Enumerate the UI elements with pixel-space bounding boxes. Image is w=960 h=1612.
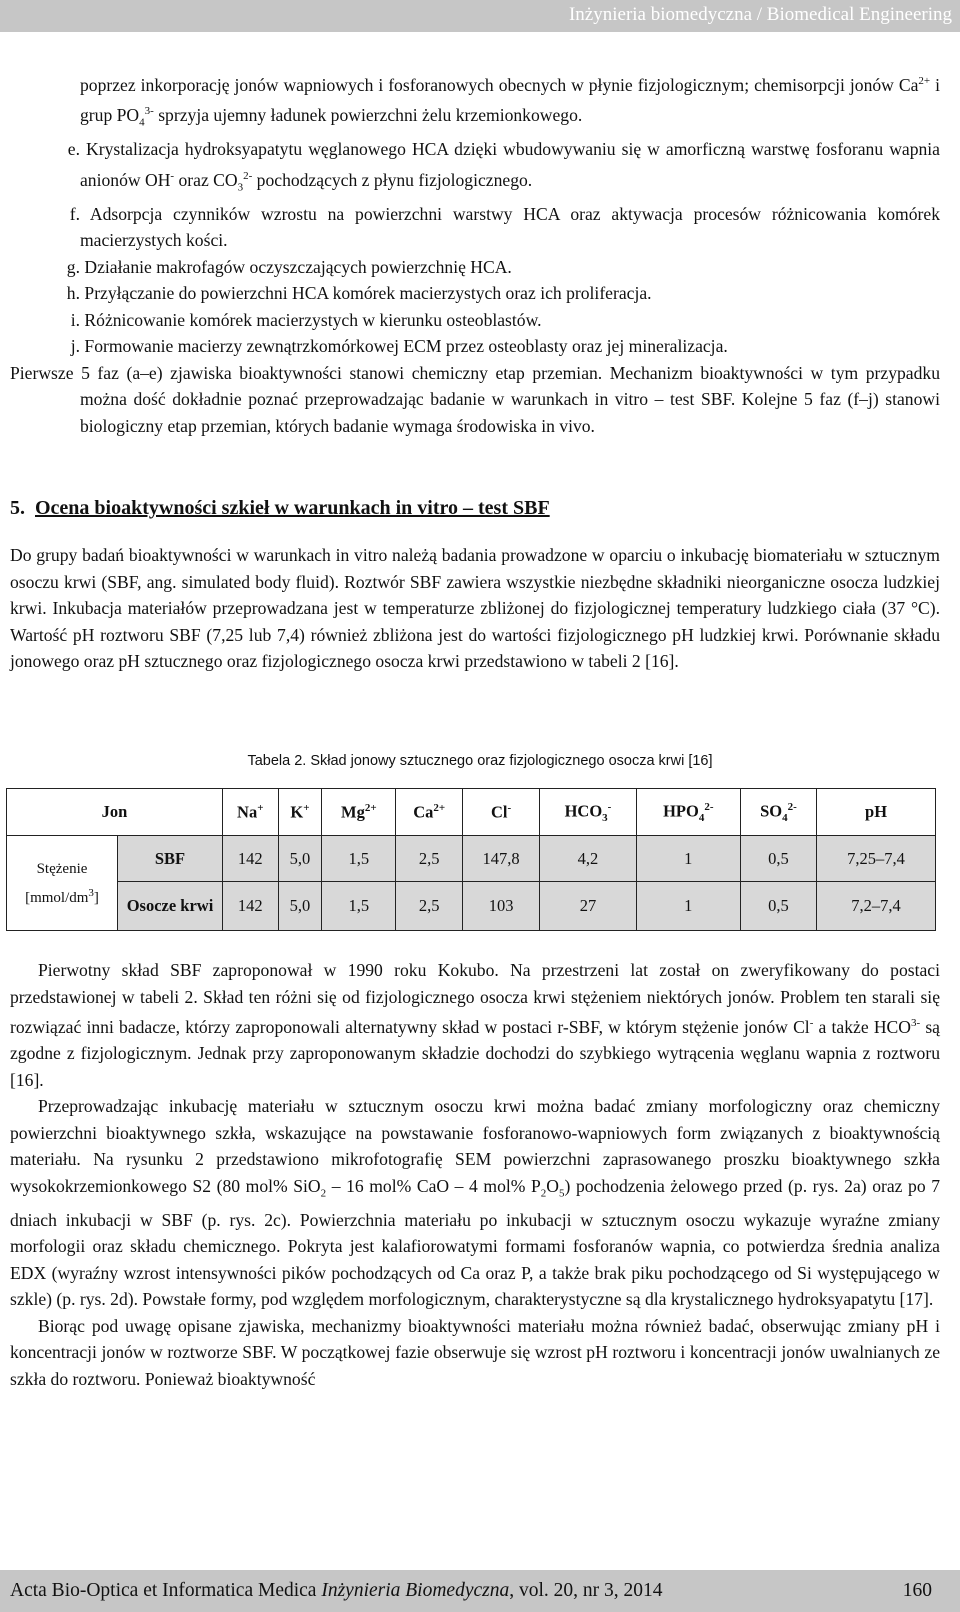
table-cell: 1 (636, 882, 740, 931)
ion-header: $HCO_3^-$ (540, 789, 637, 836)
header-title: Inżynieria biomedyczna / Biomedical Engineering (568, 4, 952, 25)
list-item-e: e. Krystalizacja hydroksyapatytu węglanowego HCA dzięki wbudowywaniu się w amorficzną warstwę fosforanu wapnia anionów OH- oraz $CO_3^{2-}$ pochodzących z płynu fizjologicznego. (67, 139, 940, 194)
table-cell: 142 (223, 836, 279, 882)
phases-summary: Pierwsze 5 faz (a–e) zjawiska bioaktywności stanowi chemiczny etap przemian. Mechanizm bioaktywności w tym przypadku można dość dokładnie poznać przeprowadzając badanie w warunkach in vitro – test SBF. Kolejne 5 faz (f–j) stanowi biologiczny etap przemian, których badanie wymaga środowiska in vivo. (10, 362, 940, 436)
list-continuation: poprzez inkorporację jonów wapniowych i fosforanowych obecnych w płynie fizjologicznym; chemisorpcji jonów $Ca^{2+}$ i grup $PO_4^{3-}$ sprzyja ujemny ładunek powierzchni żelu krzemionkowego. (80, 74, 940, 129)
table-row-plasma (7, 882, 936, 931)
section-heading: 5. Ocena bioaktywności szkieł w warunkach in vitro – test SBF (10, 497, 550, 519)
paragraph-ph: Biorąc pod uwagę opisane zjawiska, mechanizmy bioaktywności materiału można również badać, obserwując zmiany pH i koncentracji jonów w roztworze SBF. W początkowej fazie obserwuje się wzrost pH roztworu i koncentracji jonów uwalnianych ze szkła do roztworu. Ponieważ bioaktywność (10, 1315, 940, 1389)
phase-list (10, 68, 940, 439)
sbf-label: SBF (118, 836, 223, 882)
table-cell: 103 (463, 882, 540, 931)
list-item: f. Adsorpcja czynników wzrostu na powierzchni warstwy HCA oraz aktywacja procesów różnicowania komórek macierzystych kości. (69, 203, 940, 251)
journal-citation: Acta Bio-Optica et Informatica Medica Inżynieria Biomedyczna, vol. 20, nr 3, 2014 (10, 1580, 663, 1601)
table-cell: 0,5 (740, 882, 816, 931)
paragraph-incubation: Przeprowadzając inkubację materiału w sztucznym osoczu krwi można badać zmiany morfologiczny oraz chemiczny powierzchni bioaktywnego szkła, wskazujące na powstawanie fosforanowo-wapniowych form związanych z bioaktywnością materiału. Na rysunku 2 przedstawiono mikrofotografię SEM powierzchni zaprasowanego proszku bioaktywnego szkła wysokokrzemionkowego S2 (80 mol% SiO$_2$ – 16 mol% CaO – 4 mol% $P_2O_5$) pochodzenia żelowego przed (p. rys. 2a) oraz po 7 dniach inkubacji w SBF (p. rys. 2c). Powierzchnia materiału po inkubacji w sztucznym osoczu wykazuje wyraźne zmiany morfologii oraz składu chemicznego. Pokryta jest kalafiorowatymi formami fosforanów wapnia, co potwierdza średnia analiza EDX (wyraźny wzrost intensywności pików pochodzących od Ca oraz P, a także brak piku pochodzącego od Si występującego w szkle) (p. rys. 2d). Powstałe formy, pod względem morfologicznym, charakterystyczne są dla krystalicznego hydroksyapatytu [17]. (10, 1096, 941, 1310)
plasma-label: Osocze krwi (118, 882, 223, 931)
table-cell: 147,8 (463, 836, 540, 882)
table-cell: 7,2–7,4 (817, 882, 936, 931)
table-cell: 1,5 (322, 882, 396, 931)
section-paragraph: Do grupy badań bioaktywności w warunkach in vitro należą badania prowadzone w oparciu o inkubację biomateriału w sztucznym osoczu krwi (SBF, ang. simulated body fluid). Roztwór SBF zawiera wszystkie niezbędne składniki nieorganiczne osocza ludzkiej krwi. Inkubacja materiałów przeprowadzana jest w temperaturze zbliżonej do fizjologicznej temperatury ludzkiego ciała (37 °C). Wartość pH roztworu SBF (7,25 lub 7,4) również zbliżona jest do wartości fizjologicznego pH ludzkiej krwi. Porównanie składu jonowego oraz pH sztucznego oraz fizjologicznego osocza krwi przedstawiono w tabeli 2 [16]. (10, 545, 940, 671)
post-table-text (10, 957, 940, 1392)
ion-header: Cl- (463, 789, 540, 836)
list-item: h. Przyłączanie do powierzchni HCA komórek macierzystych oraz ich proliferacja. (66, 283, 652, 304)
paragraph-kokubo: Pierwotny skład SBF zaproponował w 1990 roku Kokubo. Na przestrzeni lat został on zweryfikowany do postaci przedstawionej w tabeli 2. Skład ten różni się od fizjologicznego osocza krwi stężeniem niektórych jonów. Problem ten starali się rozwiązać inni badacze, którzy zaproponowali alternatywny skład w postaci r-SBF, w którym stężenie jonów Cl- a także $HCO^{3-}$ są zgodne z fizjologicznym. Jednak przy zaproponowanym składzie dochodzi do szybkiego wytrącenia węglanu wapnia z roztworu [16]. (10, 960, 940, 1090)
table-cell: 1 (636, 836, 740, 882)
ion-header: $SO_4^{2-}$ (740, 789, 816, 836)
ion-header: $HPO_4^{2-}$ (636, 789, 740, 836)
table-row-sbf (7, 836, 936, 882)
ion-composition-table (6, 788, 936, 931)
page-footer (0, 1570, 960, 1612)
table-cell: 142 (223, 882, 279, 931)
section-body (10, 542, 940, 675)
table-cell: 4,2 (540, 836, 637, 882)
table-cell: 1,5 (322, 836, 396, 882)
table-cell: 0,5 (740, 836, 816, 882)
table-cell: 2,5 (396, 882, 463, 931)
table-caption: Tabela 2. Skład jonowy sztucznego oraz fizjologicznego osocza krwi [16] (247, 753, 713, 769)
list-item: j. Formowanie macierzy zewnątrzkomórkowej ECM przez osteoblasty oraz jej mineralizacja. (70, 336, 728, 357)
table-cell: 5,0 (278, 882, 322, 931)
col-jon: Jon (7, 789, 223, 836)
table-cell: 27 (540, 882, 637, 931)
list-item: i. Różnicowanie komórek macierzystych w kierunku osteoblastów. (70, 309, 542, 330)
table-cell: 5,0 (278, 836, 322, 882)
running-header (0, 0, 960, 32)
list-item: g. Działanie makrofagów oczyszczających powierzchnię HCA. (66, 256, 512, 277)
table-header-row (7, 789, 936, 836)
table-cell: 2,5 (396, 836, 463, 882)
table-cell: 7,25–7,4 (817, 836, 936, 882)
ion-header: pH (817, 789, 936, 836)
ion-header: $Ca^{2+}$ (396, 789, 463, 836)
page-number: 160 (902, 1580, 932, 1601)
ion-header: Na+ (223, 789, 279, 836)
ion-header: $Mg^{2+}$ (322, 789, 396, 836)
ion-header: K+ (278, 789, 322, 836)
row-group-label: Stężenie $[mmol/dm^3]$ (7, 836, 118, 931)
